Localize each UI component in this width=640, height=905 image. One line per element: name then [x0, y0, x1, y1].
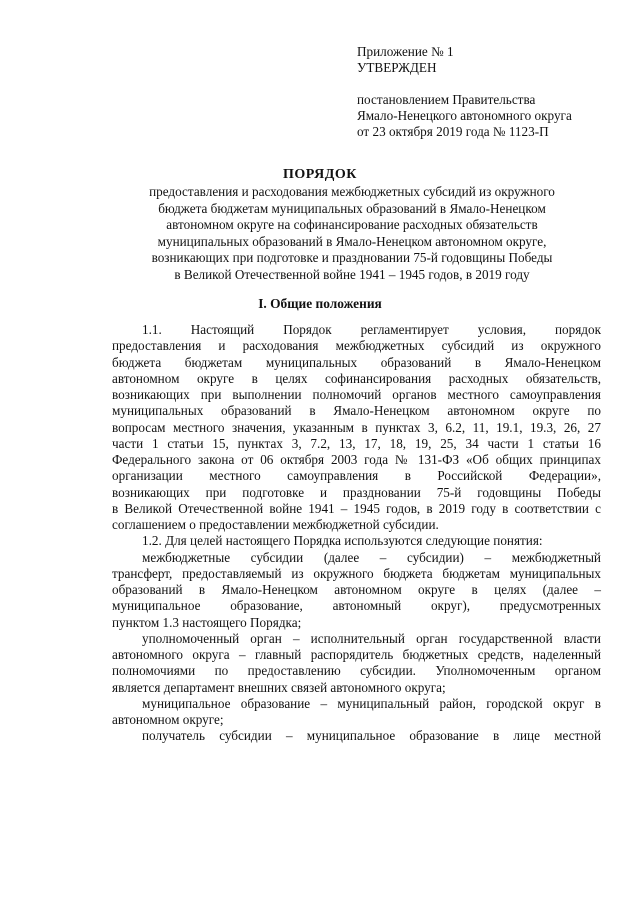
body-line: 1.1. Настоящий Порядок регламентирует условия, порядок [142, 322, 601, 337]
body-line: пунктом 1.3 настоящего Порядка; [112, 614, 302, 630]
body-line: соглашением о предоставлении межбюджетной субсидии. [112, 517, 439, 532]
body-line: возникающих при выполнении полномочий органов местного самоуправления [112, 387, 601, 402]
body-line: 1.2. Для целей настоящего Порядка используются следующие понятия: [142, 533, 543, 549]
subtitle-line: в Великой Отечественной войне 1941 – 1945 годов, в 2019 году [174, 266, 530, 282]
body-line: предоставления и расходования межбюджетных субсидий из окружного [112, 338, 601, 354]
body-line: полномочиями по предоставлению субсидии. Уполномоченным органом [112, 663, 601, 679]
body-line: межбюджетные субсидии (далее – субсидии) – межбюджетный [142, 549, 601, 565]
appendix-label: Приложение № 1 [357, 44, 454, 59]
section-heading: I. Общие положения [258, 296, 382, 311]
body-line: получатель субсидии – муниципальное образование в лице местной [142, 728, 601, 744]
body-line: в Великой Отечественной войне 1941 – 1945 годов, в 2019 году в соответствии с [112, 500, 601, 516]
body-line: автономном округе в целях софинансирования расходных обязательств, [112, 370, 601, 386]
body-line: муниципальных образований в Ямало-Ненецком автономном округе по [112, 403, 601, 419]
body-line: является департамент внешних связей автономного округа; [112, 679, 446, 695]
approval-line-3: от 23 октября 2019 года № 1123-П [357, 124, 549, 139]
body-line: трансферт, предоставляемый из окружного бюджета бюджетам муниципальных [112, 565, 601, 581]
approval-line-1: постановлением Правительства [357, 92, 536, 107]
subtitle-line: возникающих при подготовке и праздновании 75-й годовщины Победы [151, 250, 553, 266]
body-line: автономного округа – главный распорядитель бюджетных средств, наделенный [112, 647, 601, 662]
body-line: бюджета бюджетам муниципальных образований в Ямало-Ненецком [112, 354, 601, 370]
approved-label: УТВЕРЖДЕН [357, 60, 437, 75]
body-line: муниципальное образование, автономный округ), предусмотренных [112, 598, 601, 614]
body-line: организации местного самоуправления в Российской Федерации», [112, 468, 601, 484]
body-line: вопросам местного значения, указанным в пунктах 3, 6.2, 11, 19.1, 19.3, 26, 27 [112, 419, 601, 435]
body-line: Федерального закона от 06 октября 2003 года № 131-ФЗ «Об общих принципах [112, 452, 601, 467]
approval-line-2: Ямало-Ненецкого автономного округа [357, 108, 572, 123]
body-line: образований в Ямало-Ненецком автономном округе в целях (далее – [112, 582, 601, 597]
approval-block [357, 44, 627, 140]
body-line: уполномоченный орган – исполнительный орган государственной власти [142, 630, 601, 646]
body-line: автономном округе; [112, 712, 224, 727]
body-line: возникающих при подготовке и праздновании 75-й годовщины Победы [112, 484, 601, 500]
document-title: ПОРЯДОК [283, 167, 357, 182]
document-body [112, 322, 601, 745]
body-line: муниципальное образование – муниципальный район, городской округ в [142, 695, 601, 711]
subtitle-line: бюджета бюджетам муниципальных образований в Ямало-Ненецком [158, 200, 546, 216]
subtitle-line: муниципальных образований в Ямало-Ненецком автономном округе, [157, 233, 547, 249]
document-subtitle [110, 184, 594, 284]
body-line: части 1 статьи 15, пунктах 3, 7.2, 13, 17, 18, 19, 25, 34 части 1 статьи 16 [112, 435, 601, 451]
subtitle-line: автономном округе на софинансирование расходных обязательств [166, 217, 538, 233]
subtitle-line: предоставления и расходования межбюджетных субсидий из окружного [149, 184, 555, 199]
